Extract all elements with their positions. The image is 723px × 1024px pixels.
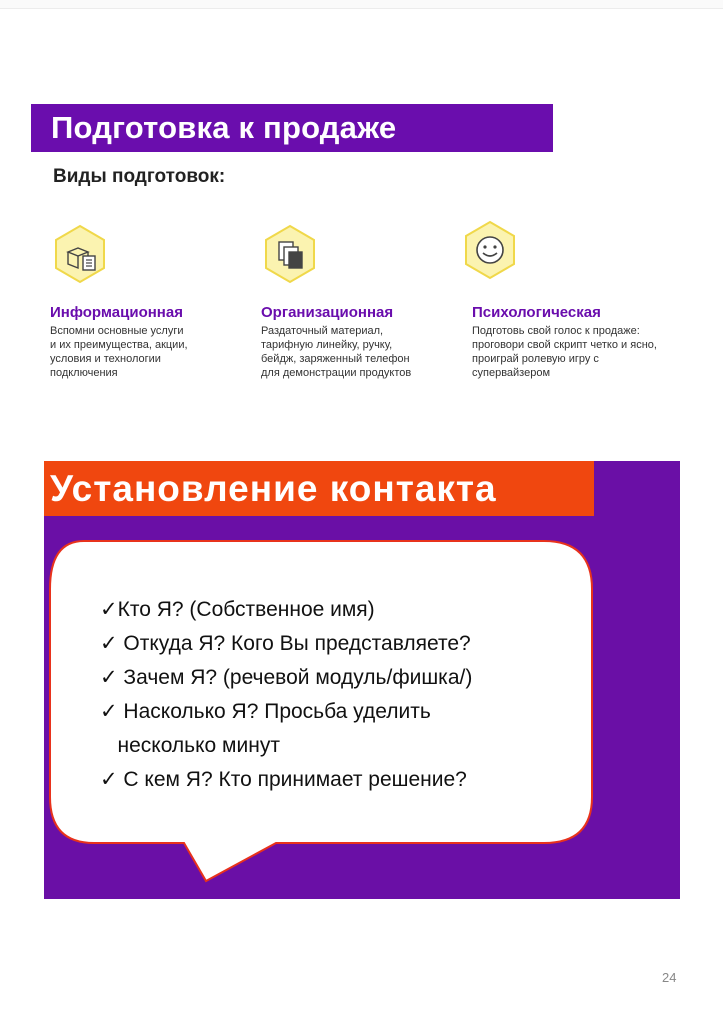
- list-item: ✓ Насколько Я? Просьба уделить: [100, 700, 431, 723]
- list-item: ✓ Откуда Я? Кого Вы представляете?: [100, 632, 471, 655]
- list-item: несколько минут: [100, 734, 280, 757]
- contact-header-title: Установление контакта: [50, 467, 497, 509]
- list-item: ✓ Зачем Я? (речевой модуль/фишка/): [100, 666, 473, 689]
- list-item: ✓Кто Я? (Собственное имя): [100, 598, 375, 621]
- page-number: 24: [662, 970, 677, 985]
- boxes-checklist-icon: [50, 224, 110, 284]
- card-title-psychological: Психологическая: [472, 304, 601, 321]
- contact-question-list: [100, 593, 472, 797]
- documents-icon: [260, 224, 320, 284]
- card-text-organization: Раздаточный материал, тарифную линейку, ручку, бейдж, заряженный телефон для демонстрации продуктов: [261, 325, 412, 379]
- contact-header: [44, 461, 594, 516]
- kinds-title: Виды подготовок:: [53, 166, 226, 187]
- card-text-information: Вспомни основные услуги и их преимущества, акции, условия и технологии подключения: [50, 325, 188, 379]
- smiley-icon: [460, 220, 520, 280]
- prep-banner: [31, 104, 553, 152]
- page-top-border: [0, 0, 723, 9]
- card-text-psychological: Подготовь свой голос к продаже: проговори свой скрипт четко и ясно, проиграй ролевую игру с супервайзером: [472, 325, 657, 379]
- prep-banner-title: Подготовка к продаже: [51, 110, 397, 145]
- card-title-organization: Организационная: [261, 304, 394, 321]
- card-title-information: Информационная: [50, 304, 183, 321]
- list-item: ✓ С кем Я? Кто принимает решение?: [100, 768, 467, 791]
